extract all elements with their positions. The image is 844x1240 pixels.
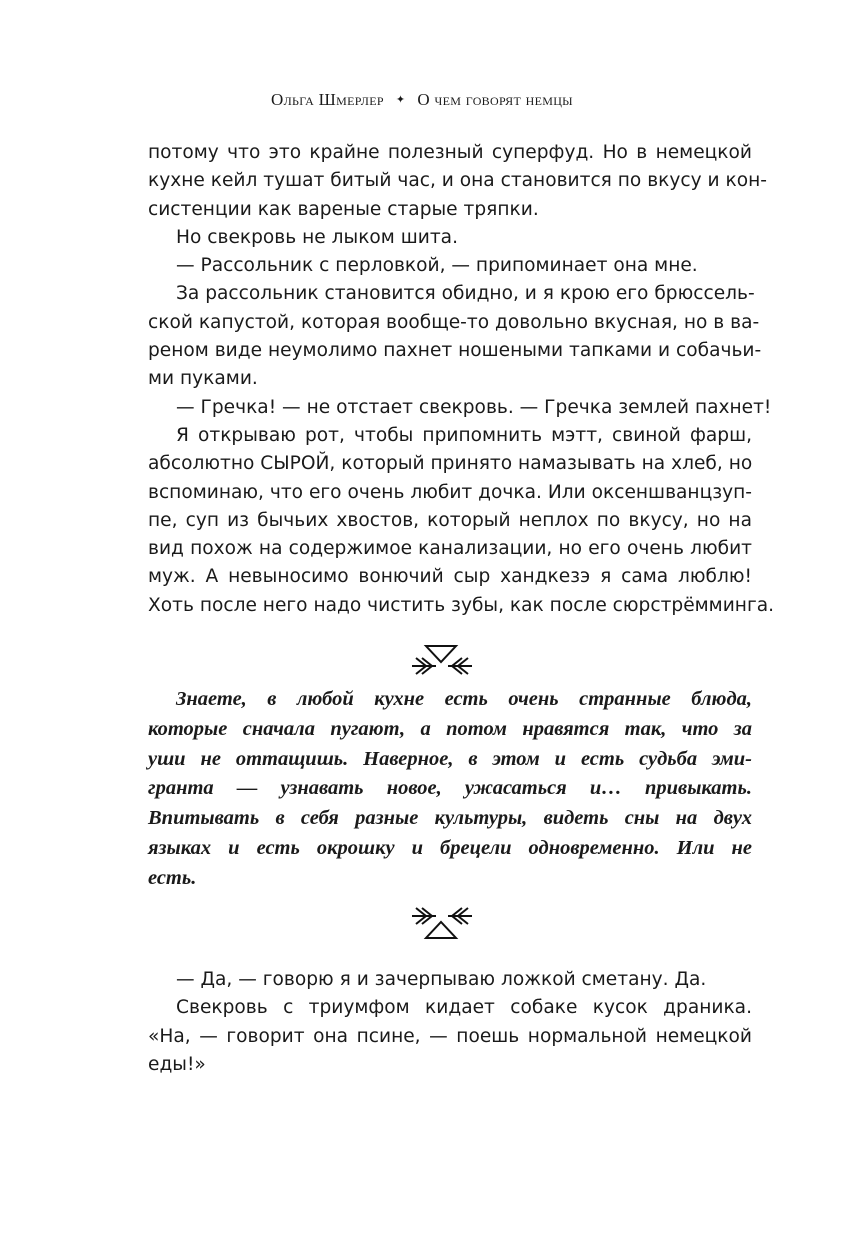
- text-line: языках и есть окрошку и брецели одновременно. Или не: [148, 836, 752, 859]
- text-line: Впитывать в себя разные культуры, видеть сны на двух: [148, 807, 752, 830]
- text-line: ми пуками.: [148, 368, 258, 390]
- diamond-separator-icon: ✦: [395, 94, 406, 106]
- text-line: гранта — узнавать новое, ужасаться и… привыкать.: [148, 777, 752, 800]
- text-line: Знаете, в любой кухне есть очень странные блюда,: [176, 688, 752, 710]
- text-line: Свекровь с триумфом кидает собаке кусок драника.: [176, 997, 752, 1019]
- text-line: еды!»: [148, 1053, 206, 1075]
- ornament-divider-icon-bottom: [402, 902, 482, 942]
- text-line: есть.: [148, 866, 197, 889]
- header-title: О чем говорят немцы: [417, 90, 573, 109]
- running-header: [0, 90, 844, 110]
- text-line: систенции как вареные старые тряпки.: [148, 198, 539, 220]
- header-author: Ольга Шмерлер: [271, 90, 384, 109]
- text-line: Я открываю рот, чтобы припомнить мэтт, свиной фарш,: [176, 424, 752, 446]
- text-line: пе, суп из бычьих хвостов, который неплох по вкусу, но на: [148, 509, 752, 531]
- text-line: вид похож на содержимое канализации, но его очень любит: [148, 538, 752, 560]
- text-line: кухне кейл тушат битый час, и она становится по вкусу и кон-: [148, 170, 768, 192]
- text-line: муж. А невыносимо вонючий сыр хандкезэ я сама люблю!: [148, 566, 752, 588]
- body-text-top: [148, 139, 775, 620]
- italic-quote-block: [148, 685, 752, 894]
- text-line: которые сначала пугают, а потом нравятся так, что за: [148, 717, 752, 740]
- text-line: реном виде неумолимо пахнет ношеными тапками и собачьи-: [148, 340, 762, 362]
- text-line: «На, — говорит она псине, — поешь нормальной немецкой: [148, 1025, 752, 1047]
- text-line: — Да, — говорю я и зачерпываю ложкой сметану. Да.: [176, 969, 707, 990]
- text-line: За рассольник становится обидно, и я крою его брюссель-: [176, 283, 755, 305]
- text-line: — Рассольник с перловкой, — припоминает она мне.: [176, 255, 698, 277]
- text-line: ской капустой, которая вообще-то довольно вкусная, но в ва-: [148, 311, 760, 333]
- text-line: Хоть после него надо чистить зубы, как после сюрстрёмминга.: [148, 594, 775, 616]
- text-line: потому что это крайне полезный суперфуд. Но в немецкой: [148, 142, 752, 163]
- text-line: абсолютно СЫРОЙ, который принято намазывать на хлеб, но: [148, 453, 753, 475]
- text-line: — Гречка! — не отстает свекровь. — Гречка землей пахнет!: [176, 396, 772, 418]
- text-line: Но свекровь не лыком шита.: [176, 226, 458, 248]
- text-line: вспоминаю, что его очень любит дочка. Или оксеншванцзуп-: [148, 481, 752, 503]
- ornament-divider-icon: [402, 640, 482, 680]
- body-text-bottom: [148, 966, 752, 1079]
- text-line: уши не оттащишь. Наверное, в этом и есть судьба эми-: [148, 747, 752, 770]
